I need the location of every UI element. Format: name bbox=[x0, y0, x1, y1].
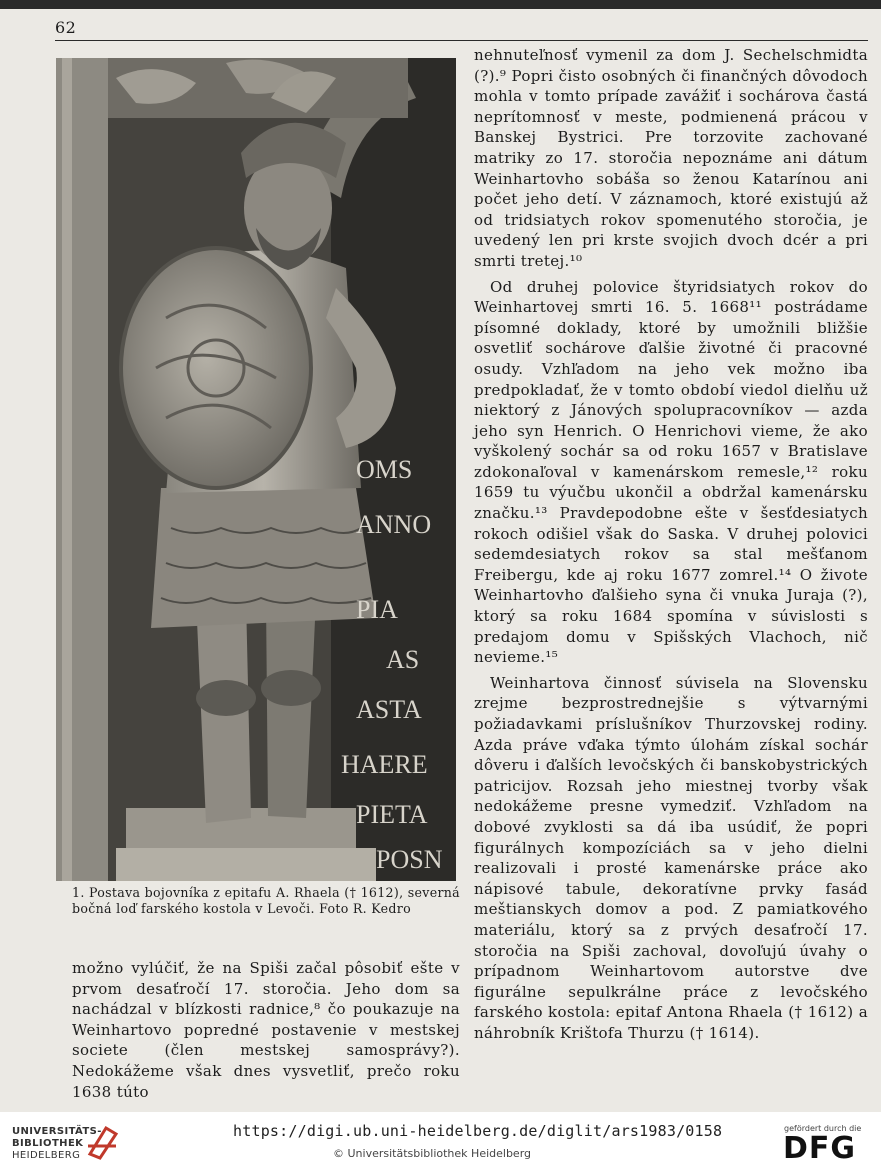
dfg-logo[interactable]: DFG bbox=[783, 1131, 857, 1166]
header-rule bbox=[55, 40, 868, 41]
right-column-text bbox=[474, 45, 868, 1049]
library-logo-icon[interactable] bbox=[86, 1124, 120, 1160]
copyright-notice: © Universitätsbibliothek Heidelberg bbox=[333, 1147, 532, 1160]
scan-top-edge bbox=[0, 0, 881, 9]
warrior-statue-image bbox=[56, 58, 456, 881]
paragraph-1: nehnuteľnosť vymenil za dom J. Sechelschmidta (?).⁹ Popri čisto osobných či finančných dôvodoch mohla v tomto prípade zavážiť i sochárova častá neprítomnosť v meste, podmienená prácou v Banskej Bystrici. Pre torzovite zachované matriky zo 17. storočia nepoznáme ani dátum Weinhartovho sobáša so ženou Katarínou ani počet jeho detí. V záznamoch, ktoré existujú až od tridsiatych rokov spomenutého storočia, je uvedený len pri krste svojich dvoch dcér a pri smrti tretej.¹⁰ bbox=[474, 46, 868, 270]
page-number: 62 bbox=[55, 18, 77, 37]
inscription-line-4: AS bbox=[386, 645, 420, 674]
inscription-line-3: PIA bbox=[356, 595, 398, 624]
left-column-paragraph: možno vylúčiť, že na Spiši začal pôsobiť ešte v prvom desaťročí 17. storočia. Jeho dom sa nachádzal v blízkosti radnice,⁸ čo poukazuje na Weinhartovo popredné postavenie v mestskej societe (člen mestskej samosprávy?). Nedokážeme však dnes vysvetliť, prečo roku 1638 túto bbox=[72, 959, 460, 1101]
inscription-line-6: HAERE bbox=[341, 750, 428, 779]
figure-caption: 1. Postava bojovníka z epitafu A. Rhaela († 1612), severná bočná loď farského kostola v Levoči. Foto R. Kedro bbox=[72, 885, 460, 916]
paragraph-3: Weinhartova činnosť súvisela na Slovensku zrejme bezprostrednejšie s výtvarnými požiadavkami príslušníkov Thurzovskej rodiny. Azda práve vďaka týmto úlohám získal sochár dôveru i ďalších levočských či banskobystrických patricijov. Rozsah jeho miestnej tvorby však nedokážeme presne vymedziť. Vzhľadom na dobové zvyklosti sa dá iba usúdiť, že popri figurálnych kompozíciách sa v jeho dielni realizovali i prosté kamenárske práce ako nápisové tabule, dekoratívne prvky fasád meštianskych domov a pod. Z pamiatkového materiálu, ktorý sa z prvých desaťročí 17. storočia na Spiši zachoval, dovoľujú úvahy o prípadnom Weinhartovom autorstve dve figurálne sepulkrálne práce z levočského farského kostola: epitaf Antona Rhaela († 1612) a náhrobník Krištofa Thurzu († 1614). bbox=[474, 673, 868, 1042]
funding-note: gefördert durch die bbox=[784, 1124, 862, 1133]
inscription-line-8: POSN bbox=[376, 845, 443, 874]
inscription-line-5: ASTA bbox=[356, 695, 422, 724]
inscription-line-1: OMS bbox=[356, 455, 413, 484]
figure-photo bbox=[56, 58, 456, 881]
inscription-line-2: ANNO bbox=[356, 510, 432, 539]
library-name[interactable]: UNIVERSITÄTS- BIBLIOTHEK HEIDELBERG bbox=[12, 1126, 102, 1161]
left-column-text bbox=[72, 958, 460, 1102]
paragraph-2: Od druhej polovice štyridsiatych rokov do Weinhartovej smrti 16. 5. 1668¹¹ postrádame písomné doklady, ktoré by umožnili bližšie osvetliť sochárove ďalšie životné či pracovné osudy. Vzhľadom na jeho vek možno iba predpokladať, že v tomto období viedol dielňu už niektorý z Jánových spolupracovníkov — azda jeho syn Henrich. O Henrichovi vieme, že ako vyškolený sochár sa od roku 1657 v Bratislave zdokonaľoval v kamenárskom remesle,¹² roku 1659 tu výučbu ukončil a obdržal kamenársku značku.¹³ Pravdepodobne ešte v šesťdesiatych rokoch odišiel však do Saska. V druhej polovici sedemdesiatych rokov sa stal mešťanom Freibergu, kde aj roku 1677 zomrel.¹⁴ O živote Weinhartovho ďalšieho syna či vnuka Juraja (?), ktorý sa roku 1684 spomína v súvislosti s predajom domu v Spišských Vlachoch, nič nevieme.¹⁵ bbox=[474, 277, 868, 667]
inscription-line-7: PIETA bbox=[356, 800, 428, 829]
shield-relief bbox=[121, 248, 311, 488]
permalink-url[interactable]: https://digi.ub.uni-heidelberg.de/diglit/ars1983/0158 bbox=[233, 1122, 723, 1140]
digitization-footer bbox=[0, 1112, 881, 1169]
